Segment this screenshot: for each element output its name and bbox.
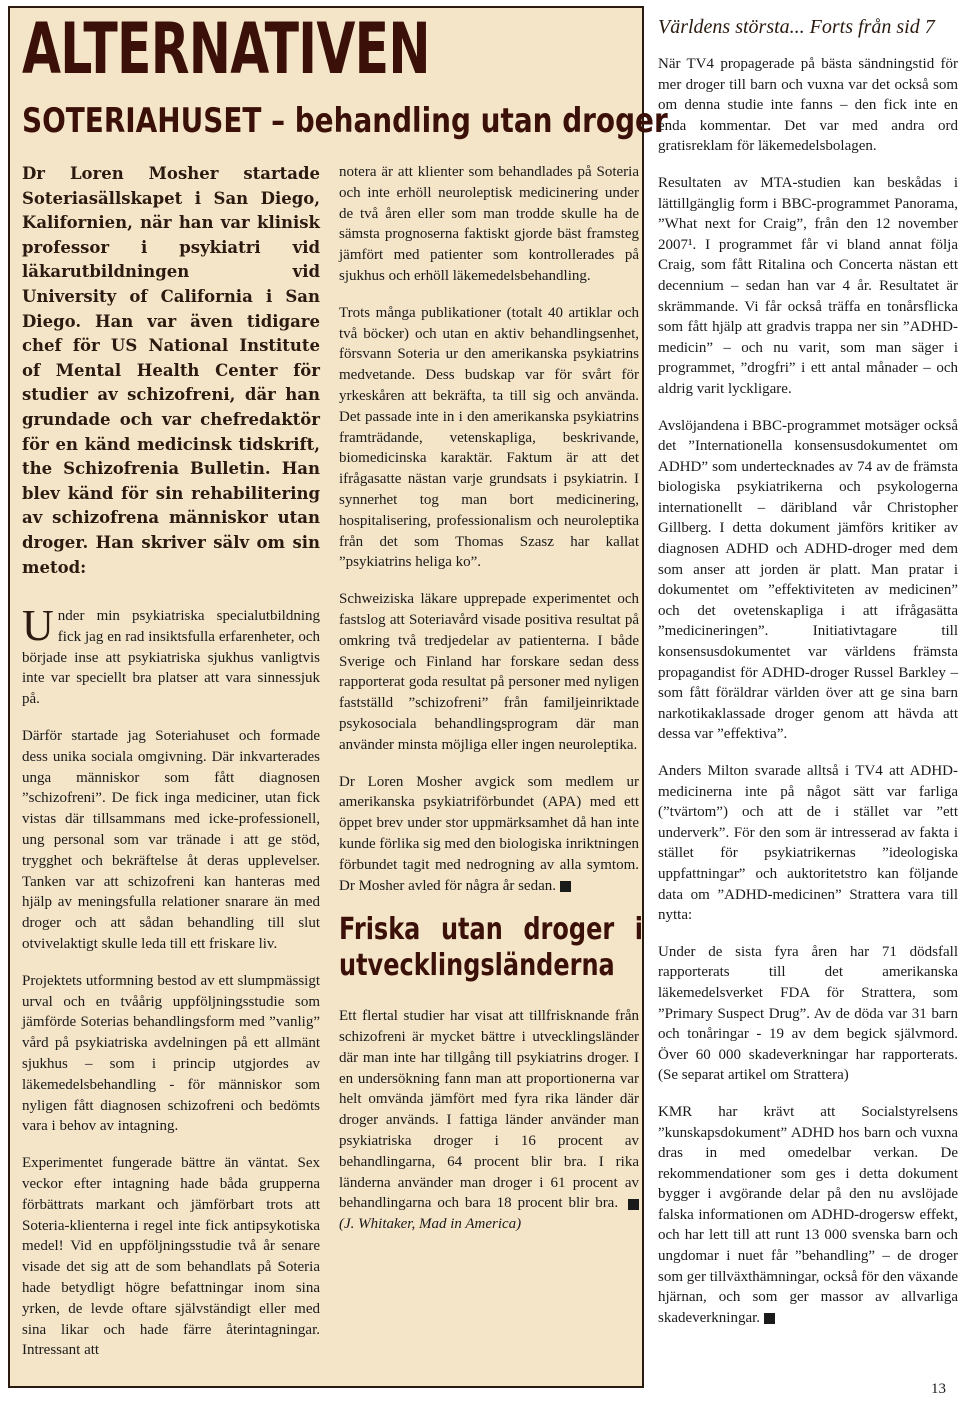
column-middle [339, 162, 643, 1251]
article-subtitle: SOTERIAHUSET – behandling utan droger [22, 101, 668, 141]
sidebar-paragraph-3: Avslöjandena i BBC-programmet motsäger också det ”Internationella konsensusdokumentet om ADHD” som undertecknades av 74 av de främsta biologiska psykiatrikerna och psykologerna internationellt – däribland vår Christopher Gillberg. I detta dokument jämförs kritiker av diagnosen ADHD och ADHD-droger med dem som anser att jorden är platt. Man pratar i dokumentet om ”effektiviteten av medicinen” och det ovetenskapliga i att ifrågasätta ”medicineringen”. Initiativtagare till konsensusdokumentet var världens främsta propagandist för ADHD-droger Russel Barkley – som fått föräldrar världen över att ge sina barn narkotikaklassade droger genom att hävda att dessa var ”effektiva”. [658, 417, 958, 743]
section-title: Friska utan droger i utvecklingsländerna [339, 912, 643, 984]
page-title: ALTERNATIVEN [22, 8, 430, 90]
sidebar-paragraph-6 [658, 1102, 958, 1329]
sidebar-paragraph-4: Anders Milton svarade alltså i TV4 att ADHD-medicinerna inte på något sätt var farliga (”tvärtom”) och att de i stället var ”ett underverk”. För den som är intresserad av fakta i stället för psykiatrikernas ”ideologiska uppfattningar” och auktoritetstro kan följande data om ”ADHD-medicinen” Strattera vara till nytta: [658, 763, 958, 924]
paragraph-1: Därför startade jag Soteriahuset och formade dess unika sociala omgivning. Där inkvarterades unga människor som fått diagnosen ”schizofreni”. De fick inga mediciner, utan fick vistas där tillsammans med icke-professionell, ung personal som var tränade i att ge stöd, trygghet och bekräftelse åt deras upplevelser. Tanken var att schizofreni kan hanteras med hjälp av meningsfulla relationer snarare än med droger och att sådan behandling till slut otvivelaktigt skulle leda till ett friskare liv. [22, 728, 320, 953]
paragraph-2: Projektets utformning bestod av ett slumpmässigt urval och en tvåårig uppföljningsstudie som jämförde Soterias behandlingsform med ”vanlig” vård på psykiatriska avdelningen på ett allmänt sjukhus – som i princip utgjordes av läkemedelsbehandling - för människor som nyligen fått diagnosen schizofreni och bedömts vara i behov av intagning. [22, 972, 320, 1135]
sidebar-paragraph-6-text: KMR har krävt att Socialstyrelsens ”kunskapsdokument” ADHD hos barn och vuxna dras in med omedelbar verkan. De rekommendationer som ges i detta dokument bygger i avgörande delar på den nu avslöjade falska informationen om ADHD-drogersw effekt, och har lett till att runt 13 000 svenska barn och ungdomar i nuet får ”behandling” – de droger som ger tillväxthämningar, också för den växande hjärnan, och som ger massor av allvarliga skadeverkningar. [658, 1103, 958, 1326]
column-right [658, 14, 958, 1344]
end-mark-icon [560, 881, 571, 892]
section-paragraph [339, 1006, 639, 1235]
column-left [22, 162, 320, 1377]
drop-cap: U [22, 601, 54, 651]
paragraph-5: Trots många publikationer (totalt 40 artiklar och två böcker) och utan en aktiv behandlingsenhet, försvann Soteria ur den amerikanska psykiatrins medvetande. Dess budskap var för svårt för yrkeskåren att bekräfta, ta till sig och använda. Det passade inte in i den amerikanska psykiatrins framträdande, vetenskapliga, beskrivande, biomedicinska karaktär. Faktum är att det ifrågasatte nästan varje grundsats i psykiatrin. I synnerhet tog man bort medicinering, hospitalisering, professionalism och neuroleptika från det som Thomas Szasz har kallat ”psykiatrins heliga ko”. [339, 304, 639, 571]
paragraph-7-text: Dr Loren Mosher avgick som medlem ur amerikanska psykiatriförbundet (APA) med ett öppet brev under stor uppmärksamhet då han inte kunde förlika sig med den biologiska inriktningen förbundet tagit med nedrogning av alla symtom. Dr Mosher avled för några år sedan. [339, 773, 639, 894]
sidebar-paragraph-2: Resultaten av MTA-studien kan beskådas i lättillgänglig form i BBC-programmet Panorama, ”What next for Craig”, från den 12 november 2007¹. I programmet får vi bland annat följa Craig, som fått Ritalina och Concerta nästan ett decennium – sedan han var 4 år. Resultatet är skrämmande. Vi får också träffa en tonårsflicka som fått hjälp att gradvis trappa ner sin ”ADHD-medicin” – och nu varit, som man säger i programmet, ”drogfri” i ett antal månader – och aldrig varit lyckligare. [658, 174, 958, 397]
end-mark-icon [628, 1199, 639, 1210]
sidebar-paragraph-1: När TV4 propagerade på bästa sändningstid för mer droger till barn och vuxna var det också som om denna studie inte fanns – den fick inte en enda kommentar. Det var med andra ord gratisreklam för läkemedelsbolagen. [658, 56, 958, 155]
sidebar-paragraph-5: Under de sista fyra åren har 71 dödsfall rapporterats till det amerikanska läkemedelsverket FDA för Strattera, som ”Primary Suspect Drug”. Av de döda var 31 barn och tonåringar - 19 av dem begick självmord. Över 60 000 skadeverkningar har rapporterats. (Se separat artikel om Strattera) [658, 943, 958, 1084]
quote-paragraph [22, 601, 320, 710]
paragraph-3: Experimentet fungerade bättre än väntat. Sex veckor efter intagning hade båda grupperna förbättrats markant och jämförbart trots att Soteria-klienterna i regel inte fick antipsykotiska medel! Vid en uppföljningsstudie två år senare visade det sig att de som behandlats på Soteria hade betydligt högre befattningar inom sina yrken, de levde oftare självständigt eller med sina likar och hade färre återintagningar. Intressant att [22, 1155, 320, 1359]
paragraph-7 [339, 772, 639, 897]
article-lead: Dr Loren Mosher startade Soteriasällskapet i San Diego, Kalifornien, när han var klinisk professor i psykiatri vid läkarutbildningen vid University of California i San Diego. Han var även tidigare chef för US National Institute of Mental Health Center för studier av schizofreni, där han grundade och var chefredaktör för en känd medicinsk tidskrift, the Schizofrenia Bulletin. Han blev känd för sin rehabilitering av schizofrena människor utan droger. Han skriver sälv om sin metod: [22, 164, 320, 577]
end-mark-icon [764, 1313, 775, 1324]
source-citation: (J. Whitaker, Mad in America) [339, 1216, 522, 1233]
quote-text: nder min psykiatriska specialutbildning fick jag en rad insiktsfulla erfarenheter, och började inse att psykiatriska sjukhus vanligtvis inte var speciellt bra platser att vara sinnessjuk på. [22, 608, 320, 708]
page-number: 13 [931, 1381, 946, 1397]
paragraph-6: Schweiziska läkare upprepade experimentet och fastslog att Soteriavård visade positiva resultat på omkring två tredjedelar av patienterna. I både Sverige och Finland har forskare sedan dess rapporterat goda resultat på personer med nyligen fastställd ”schizofreni” från familjeinriktade psykosociala behandlingsprogram där man använder minsta möjliga eller ingen neuroleptika. [339, 591, 639, 753]
continuation-heading: Världens största... Forts från sid 7 [658, 16, 935, 38]
section-text: Ett flertal studier har visat att tillfrisknande från schizofreni är mycket bättre i utvecklingsländer där man inte har tillgång till psykiatrins droger. I en undersökning fann man att proportionerna var helt omvända jämfört med fyra rika länder där droger används. I fattiga länder använder man psykiatriska droger i 16 procent av behandlingarna, 64 procent blir bra. I rika länderna använder man droger i 61 procent av behandlingarna och bara 18 procent blir bra. [339, 1008, 639, 1212]
paragraph-4: notera är att klienter som behandlades på Soteria och inte erhöll neuroleptisk medicinering under de två åren eller som man trodde skulle ha de sämsta prognoserna faktiskt gjorde bäst framsteg jämfört med patienter som kontrollerades på sjukhus och erhöll läkemedelsbehandling. [339, 164, 639, 284]
